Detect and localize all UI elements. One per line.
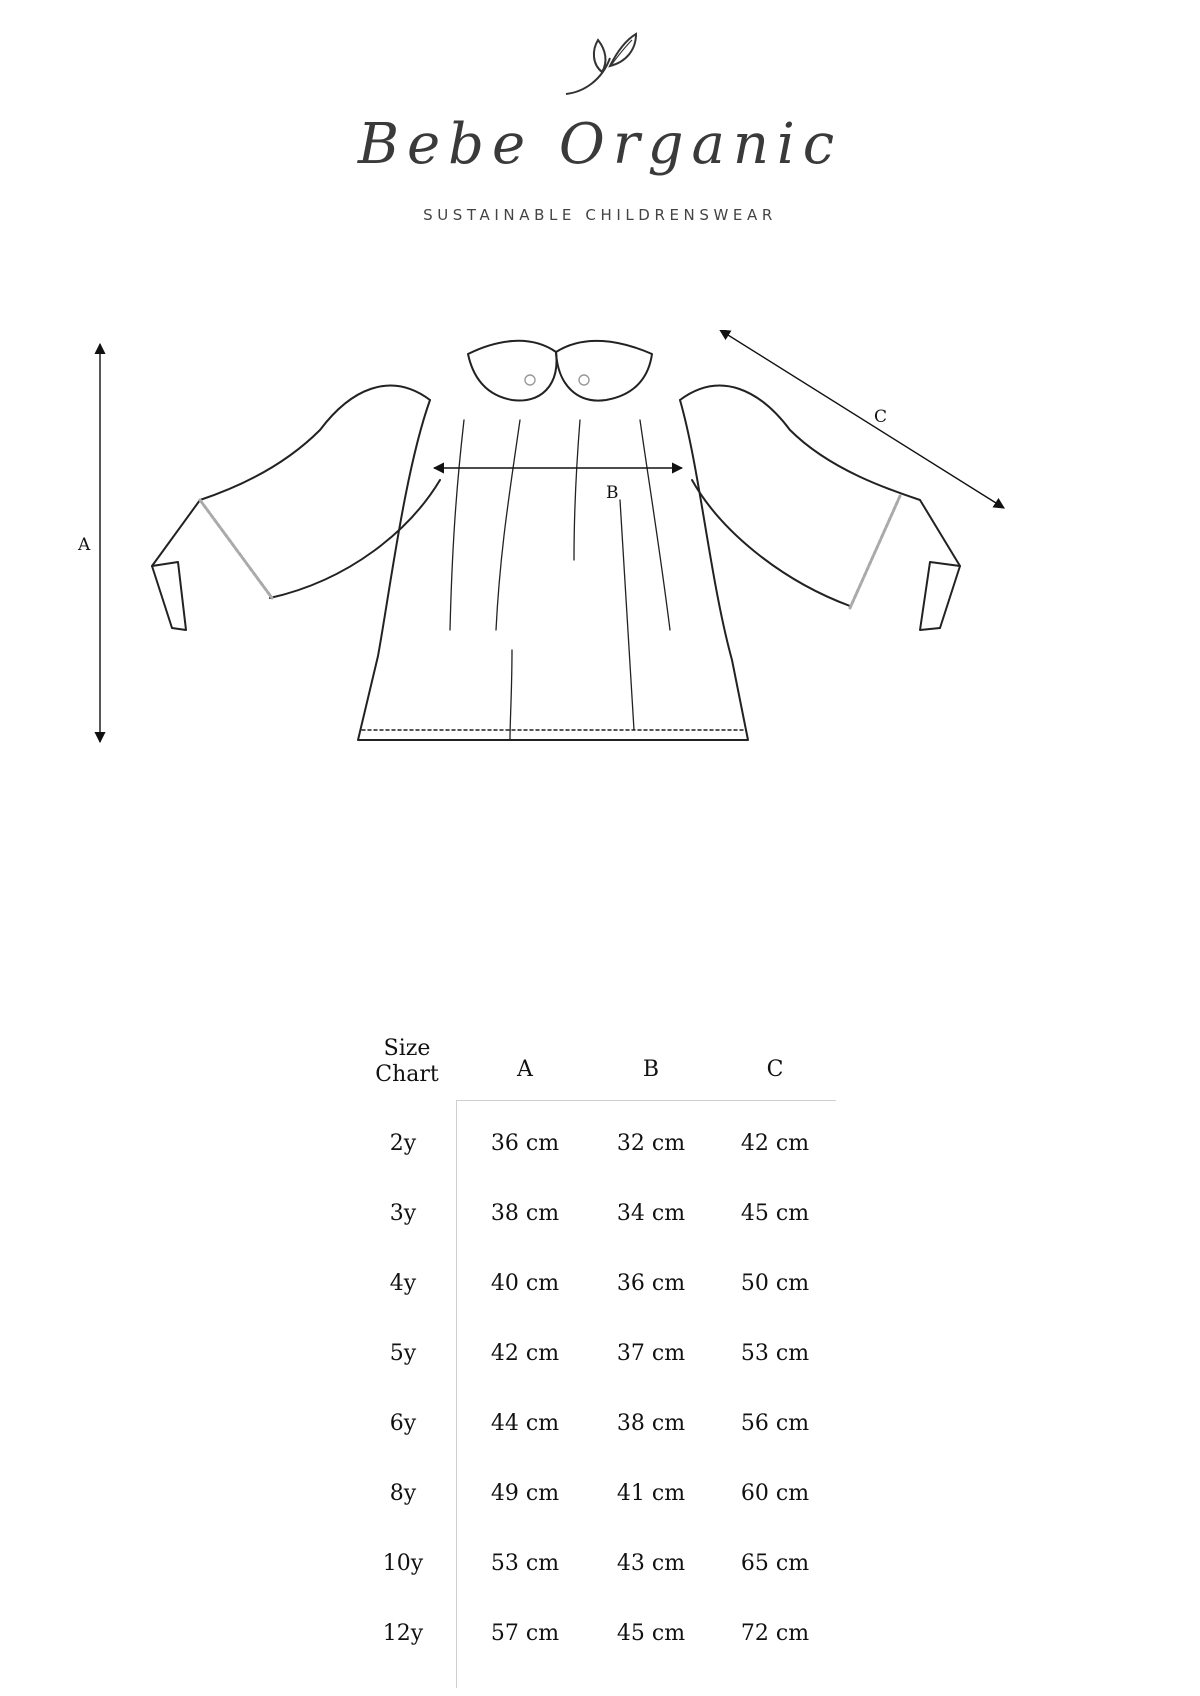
sleeve-cell: 65 cm [740, 1551, 810, 1576]
size-cell: 3y [389, 1201, 417, 1226]
length-cell: 38 cm [490, 1201, 560, 1226]
size-cell: 2y [389, 1131, 417, 1156]
column-divider [456, 1100, 457, 1688]
size-chart-header-label [362, 1036, 452, 1088]
leaf-sprig-icon [562, 28, 652, 100]
dimension-b-label: B [606, 483, 619, 503]
chest-cell: 37 cm [616, 1341, 686, 1366]
table-row [354, 1124, 836, 1164]
column-header-c: C [766, 1057, 784, 1082]
size-cell: 5y [389, 1341, 417, 1366]
chest-cell: 41 cm [616, 1481, 686, 1506]
sleeve-cell: 42 cm [740, 1131, 810, 1156]
chest-cell: 38 cm [616, 1411, 686, 1436]
length-cell: 53 cm [490, 1551, 560, 1576]
chest-cell: 43 cm [616, 1551, 686, 1576]
table-row [354, 1194, 836, 1234]
column-header-a: A [517, 1057, 533, 1082]
length-cell: 57 cm [490, 1621, 560, 1646]
sleeve-cell: 60 cm [740, 1481, 810, 1506]
length-cell: 42 cm [490, 1341, 560, 1366]
chest-cell: 34 cm [616, 1201, 686, 1226]
length-cell: 36 cm [490, 1131, 560, 1156]
size-cell: 8y [389, 1481, 417, 1506]
brand-wordmark: Bebe Organic [357, 112, 843, 177]
table-row [354, 1404, 836, 1444]
table-row [354, 1474, 836, 1514]
length-cell: 44 cm [490, 1411, 560, 1436]
sleeve-cell: 50 cm [740, 1271, 810, 1296]
size-cell: 6y [389, 1411, 417, 1436]
dimension-a-label: A [78, 535, 91, 555]
chest-cell: 36 cm [616, 1271, 686, 1296]
table-row [354, 1544, 836, 1584]
size-header-line-1: Size [383, 1036, 431, 1061]
table-row [354, 1264, 836, 1304]
table-row [354, 1334, 836, 1374]
garment-sketch [60, 330, 1120, 830]
size-header-line-2: Chart [375, 1062, 439, 1087]
size-cell: 12y [382, 1621, 424, 1646]
dimension-c-label: C [874, 407, 888, 427]
sleeve-cell: 56 cm [740, 1411, 810, 1436]
sleeve-cell: 72 cm [740, 1621, 810, 1646]
table-row [354, 1614, 836, 1654]
column-header-b: B [642, 1057, 660, 1082]
chest-cell: 32 cm [616, 1131, 686, 1156]
sleeve-cell: 53 cm [740, 1341, 810, 1366]
sleeve-cell: 45 cm [740, 1201, 810, 1226]
length-cell: 40 cm [490, 1271, 560, 1296]
chest-cell: 45 cm [616, 1621, 686, 1646]
length-cell: 49 cm [490, 1481, 560, 1506]
brand-tagline: SUSTAINABLE CHILDRENSWEAR [423, 206, 777, 224]
size-cell: 4y [389, 1271, 417, 1296]
size-cell: 10y [382, 1551, 424, 1576]
header-divider [456, 1100, 836, 1101]
